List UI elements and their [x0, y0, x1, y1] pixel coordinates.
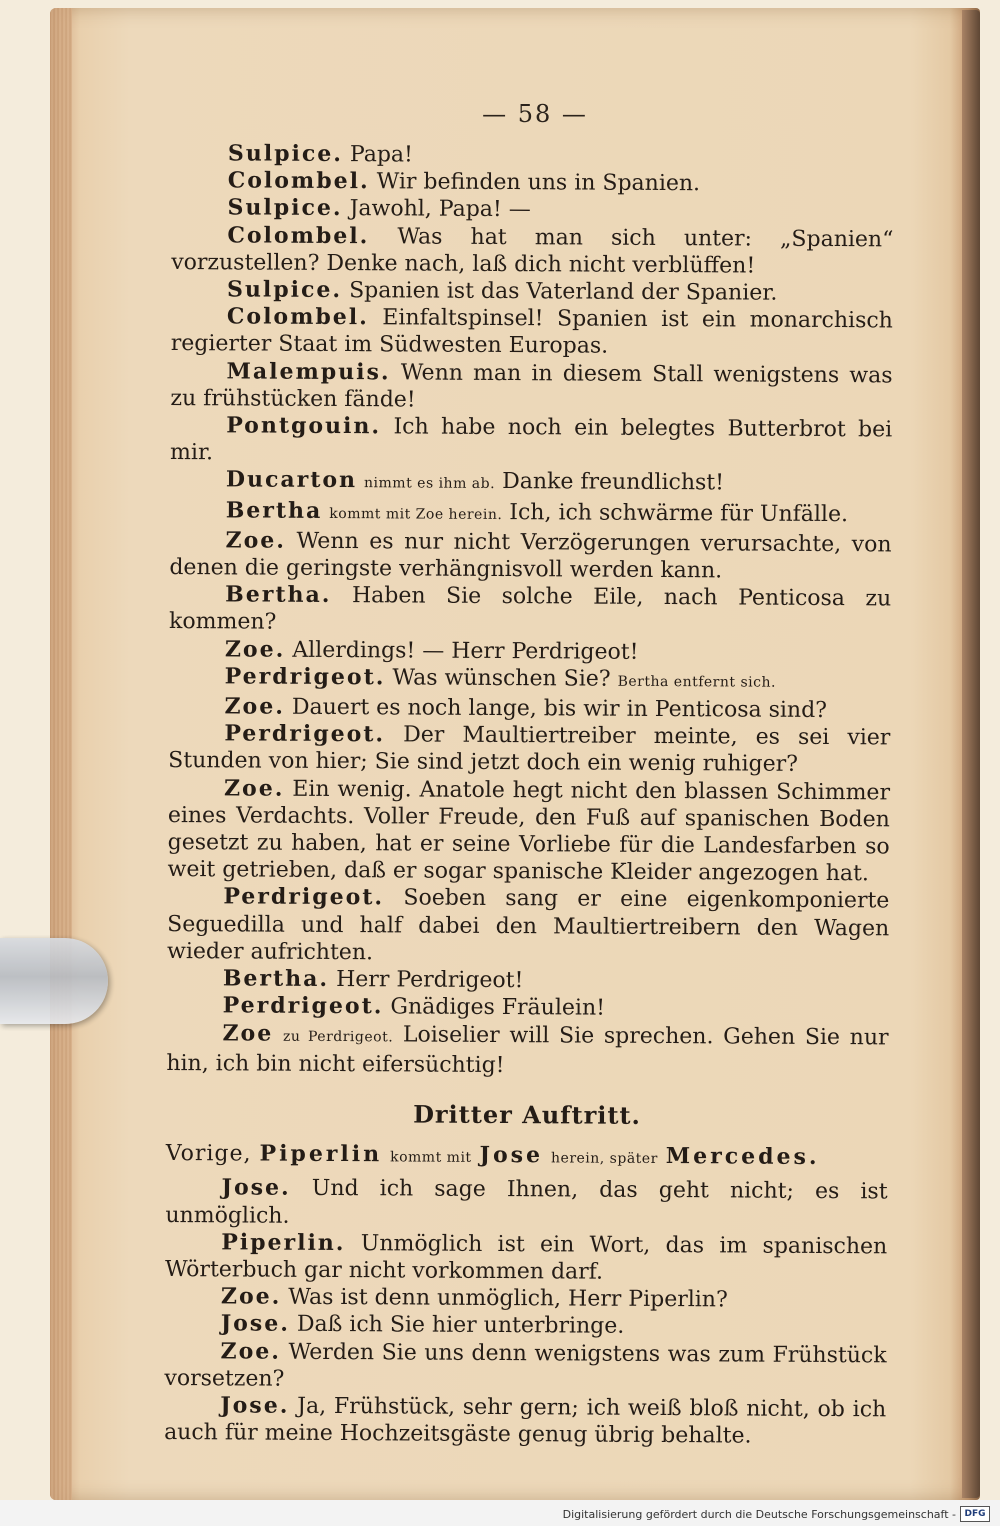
dialogue-text: Gnädiges Fräulein! — [390, 994, 606, 1021]
dialogue-text: Dauert es noch lange, bis wir in Penticosa sind? — [291, 694, 828, 724]
speaker-name: Sulpice. — [227, 194, 343, 222]
dialogue-line — [172, 140, 894, 172]
scanner-clip — [0, 938, 108, 1024]
dialogue-line — [167, 883, 889, 969]
dialogue-line — [167, 992, 889, 1024]
speaker-name: Zoe. — [224, 635, 286, 663]
speaker-name: Sulpice. — [227, 276, 343, 304]
dialogue-text: Der Maultiertreiber meinte, es sei vier Stunden von hier; Sie sind jetzt doch ein wenig ruhiger? — [168, 722, 891, 778]
speaker-name: Bertha. — [225, 581, 332, 609]
dialogue-text: Werden Sie uns denn wenigstens was zum Frühstück vorsetzen? — [164, 1339, 887, 1392]
dialogue-text: Daß ich Sie hier unterbringe. — [296, 1312, 625, 1340]
speaker-name: Perdrigeot. — [223, 883, 385, 911]
speaker-name: Jose. — [221, 1174, 291, 1202]
dialogue-line — [170, 466, 892, 501]
speaker-name: Perdrigeot. — [222, 992, 384, 1020]
speaker-name: Malempuis. — [226, 357, 391, 385]
dialogue-line — [169, 581, 891, 640]
dialogue-text: Ich habe noch ein belegtes Butterbrot bei mir. — [170, 414, 893, 466]
page-number: — 58 — — [482, 100, 588, 128]
speaker-name: Piperlin. — [221, 1229, 346, 1256]
dialogue-text: Ein wenig. Anatole hegt nicht den blassen Schimmer eines Verdachts. Voller Freude, den Fuß auf spanischen Boden gesetzt zu haben, hat er seine Vorliebe für die Landesfarben so weit getrieben, daß er sogar spanische Kleider angezogen hat. — [167, 776, 891, 887]
page-edge-right — [962, 10, 980, 1498]
dialogue-line — [167, 965, 889, 997]
cast-line — [166, 1140, 888, 1175]
dialogue-section-2 — [164, 1174, 888, 1450]
footer-credit: Digitalisierung gefördert durch die Deutsche Forschungsgemeinschaft - — [562, 1508, 956, 1521]
speaker-name: Jose. — [220, 1392, 290, 1419]
cast-name-piperlin: Piperlin — [259, 1140, 383, 1168]
speaker-name: Colombel. — [227, 167, 370, 195]
speaker-name: Zoe. — [224, 693, 286, 720]
dialogue-section-1 — [166, 140, 894, 1081]
dialogue-text: Wenn es nur nicht Verzögerungen verursachte, von denen die geringste verhängnisvoll werden kann. — [169, 528, 892, 584]
dialogue-line — [166, 1019, 888, 1081]
dialogue-line — [168, 720, 890, 779]
speaker-name: Perdrigeot. — [224, 720, 386, 748]
speaker-name: Jose. — [220, 1310, 290, 1338]
speaker-name: Zoe. — [220, 1337, 282, 1365]
cast-stage-2: herein, später — [550, 1150, 658, 1168]
dialogue-text: Was wünschen Sie? — [392, 665, 611, 692]
speaker-name: Ducarton — [225, 466, 358, 494]
dialogue-line — [164, 1338, 886, 1397]
dialogue-text: Papa! — [349, 142, 414, 168]
speaker-name: Colombel. — [226, 303, 369, 331]
speaker-name: Zoe — [222, 1019, 274, 1047]
dialogue-text: Wir befinden uns in Spanien. — [376, 169, 701, 197]
cast-name-mercedes: Mercedes. — [665, 1143, 820, 1171]
dialogue-text: Danke freundlichst! — [502, 469, 725, 496]
speaker-name: Pontgouin. — [226, 412, 382, 440]
dialogue-line — [165, 1174, 887, 1233]
dialogue-line — [165, 1229, 887, 1288]
speaker-name: Bertha. — [222, 965, 330, 993]
dialogue-text: Herr Perdrigeot! — [336, 967, 524, 994]
dialogue-line — [170, 358, 892, 417]
dialogue-line — [171, 276, 893, 308]
cast-prefix: Vorige, — [165, 1141, 252, 1167]
speaker-name: Perdrigeot. — [224, 663, 386, 691]
dialogue-text: Haben Sie solche Eile, nach Penticosa zu kommen? — [168, 583, 892, 636]
dialogue-line — [172, 194, 894, 226]
dialogue-text: Was ist denn unmöglich, Herr Piperlin? — [288, 1284, 728, 1313]
dfg-logo: DFG — [960, 1506, 990, 1522]
dialogue-line — [167, 775, 890, 888]
stage-direction: Bertha entfernt sich. — [617, 673, 777, 691]
scene-heading: Dritter Auftritt. — [413, 1099, 642, 1130]
speaker-name: Zoe. — [220, 1283, 282, 1310]
dialogue-line — [169, 527, 891, 586]
dialogue-line — [169, 663, 891, 698]
dialogue-text: Loiselier will Sie sprechen. Gehen Sie nur hin, ich bin nicht eifersüchtig! — [166, 1021, 889, 1078]
speaker-name: Colombel. — [227, 221, 370, 249]
stage-direction: nimmt es ihm ab. — [364, 475, 496, 493]
dialogue-text: Soeben sang er eine eigenkomponierte Seguedilla und half dabei den Maultiertreibern den Wagen wieder aufrichten. — [166, 885, 890, 966]
dialogue-line — [171, 222, 893, 281]
dialogue-text: Einfaltspinsel! Spanien ist ein monarchisch regierter Staat im Südwesten Europas. — [170, 305, 893, 360]
dialogue-text: Wenn man in diesem Stall wenigstens was zu frühstücken fände! — [170, 360, 893, 413]
speaker-name: Sulpice. — [227, 140, 344, 168]
dialogue-line — [164, 1392, 886, 1451]
stage-direction: zu Perdrigeot. — [282, 1028, 394, 1045]
dialogue-line — [172, 167, 894, 199]
speaker-name: Zoe. — [223, 775, 285, 802]
dialogue-text: Was hat man sich unter: „Spanien“ vorzustellen? Denke nach, laß dich nicht verblüffen! — [171, 223, 894, 279]
cast-name-jose: Jose — [479, 1142, 544, 1169]
speaker-name: Zoe. — [225, 527, 287, 554]
speaker-name: Bertha — [225, 496, 323, 524]
text-block — [164, 140, 894, 1451]
page-edge-left — [50, 8, 72, 1500]
cast-stage-1: kommt mit — [390, 1149, 472, 1166]
dialogue-text: Jawohl, Papa! — — [349, 196, 531, 223]
dialogue-text: Ja, Frühstück, sehr gern; ich weiß bloß nicht, ob ich auch für meine Hochzeitsgäste genug übrig behalte. — [164, 1393, 887, 1449]
dialogue-text: Spanien ist das Vaterland der Spanier. — [349, 278, 778, 306]
dialogue-text: Allerdings! — Herr Perdrigeot! — [292, 637, 639, 665]
dialogue-text: Ich, ich schwärme für Unfälle. — [509, 499, 849, 527]
stage-direction: kommt mit Zoe herein. — [329, 505, 503, 523]
dialogue-text: Und ich sage Ihnen, das geht nicht; es ist unmöglich. — [165, 1176, 888, 1229]
dialogue-line — [171, 303, 893, 362]
dialogue-text: Unmöglich ist ein Wort, das im spanischen Wörterbuch gar nicht vorkommen darf. — [165, 1230, 888, 1285]
dialogue-line — [170, 497, 892, 532]
dialogue-line — [170, 412, 892, 471]
